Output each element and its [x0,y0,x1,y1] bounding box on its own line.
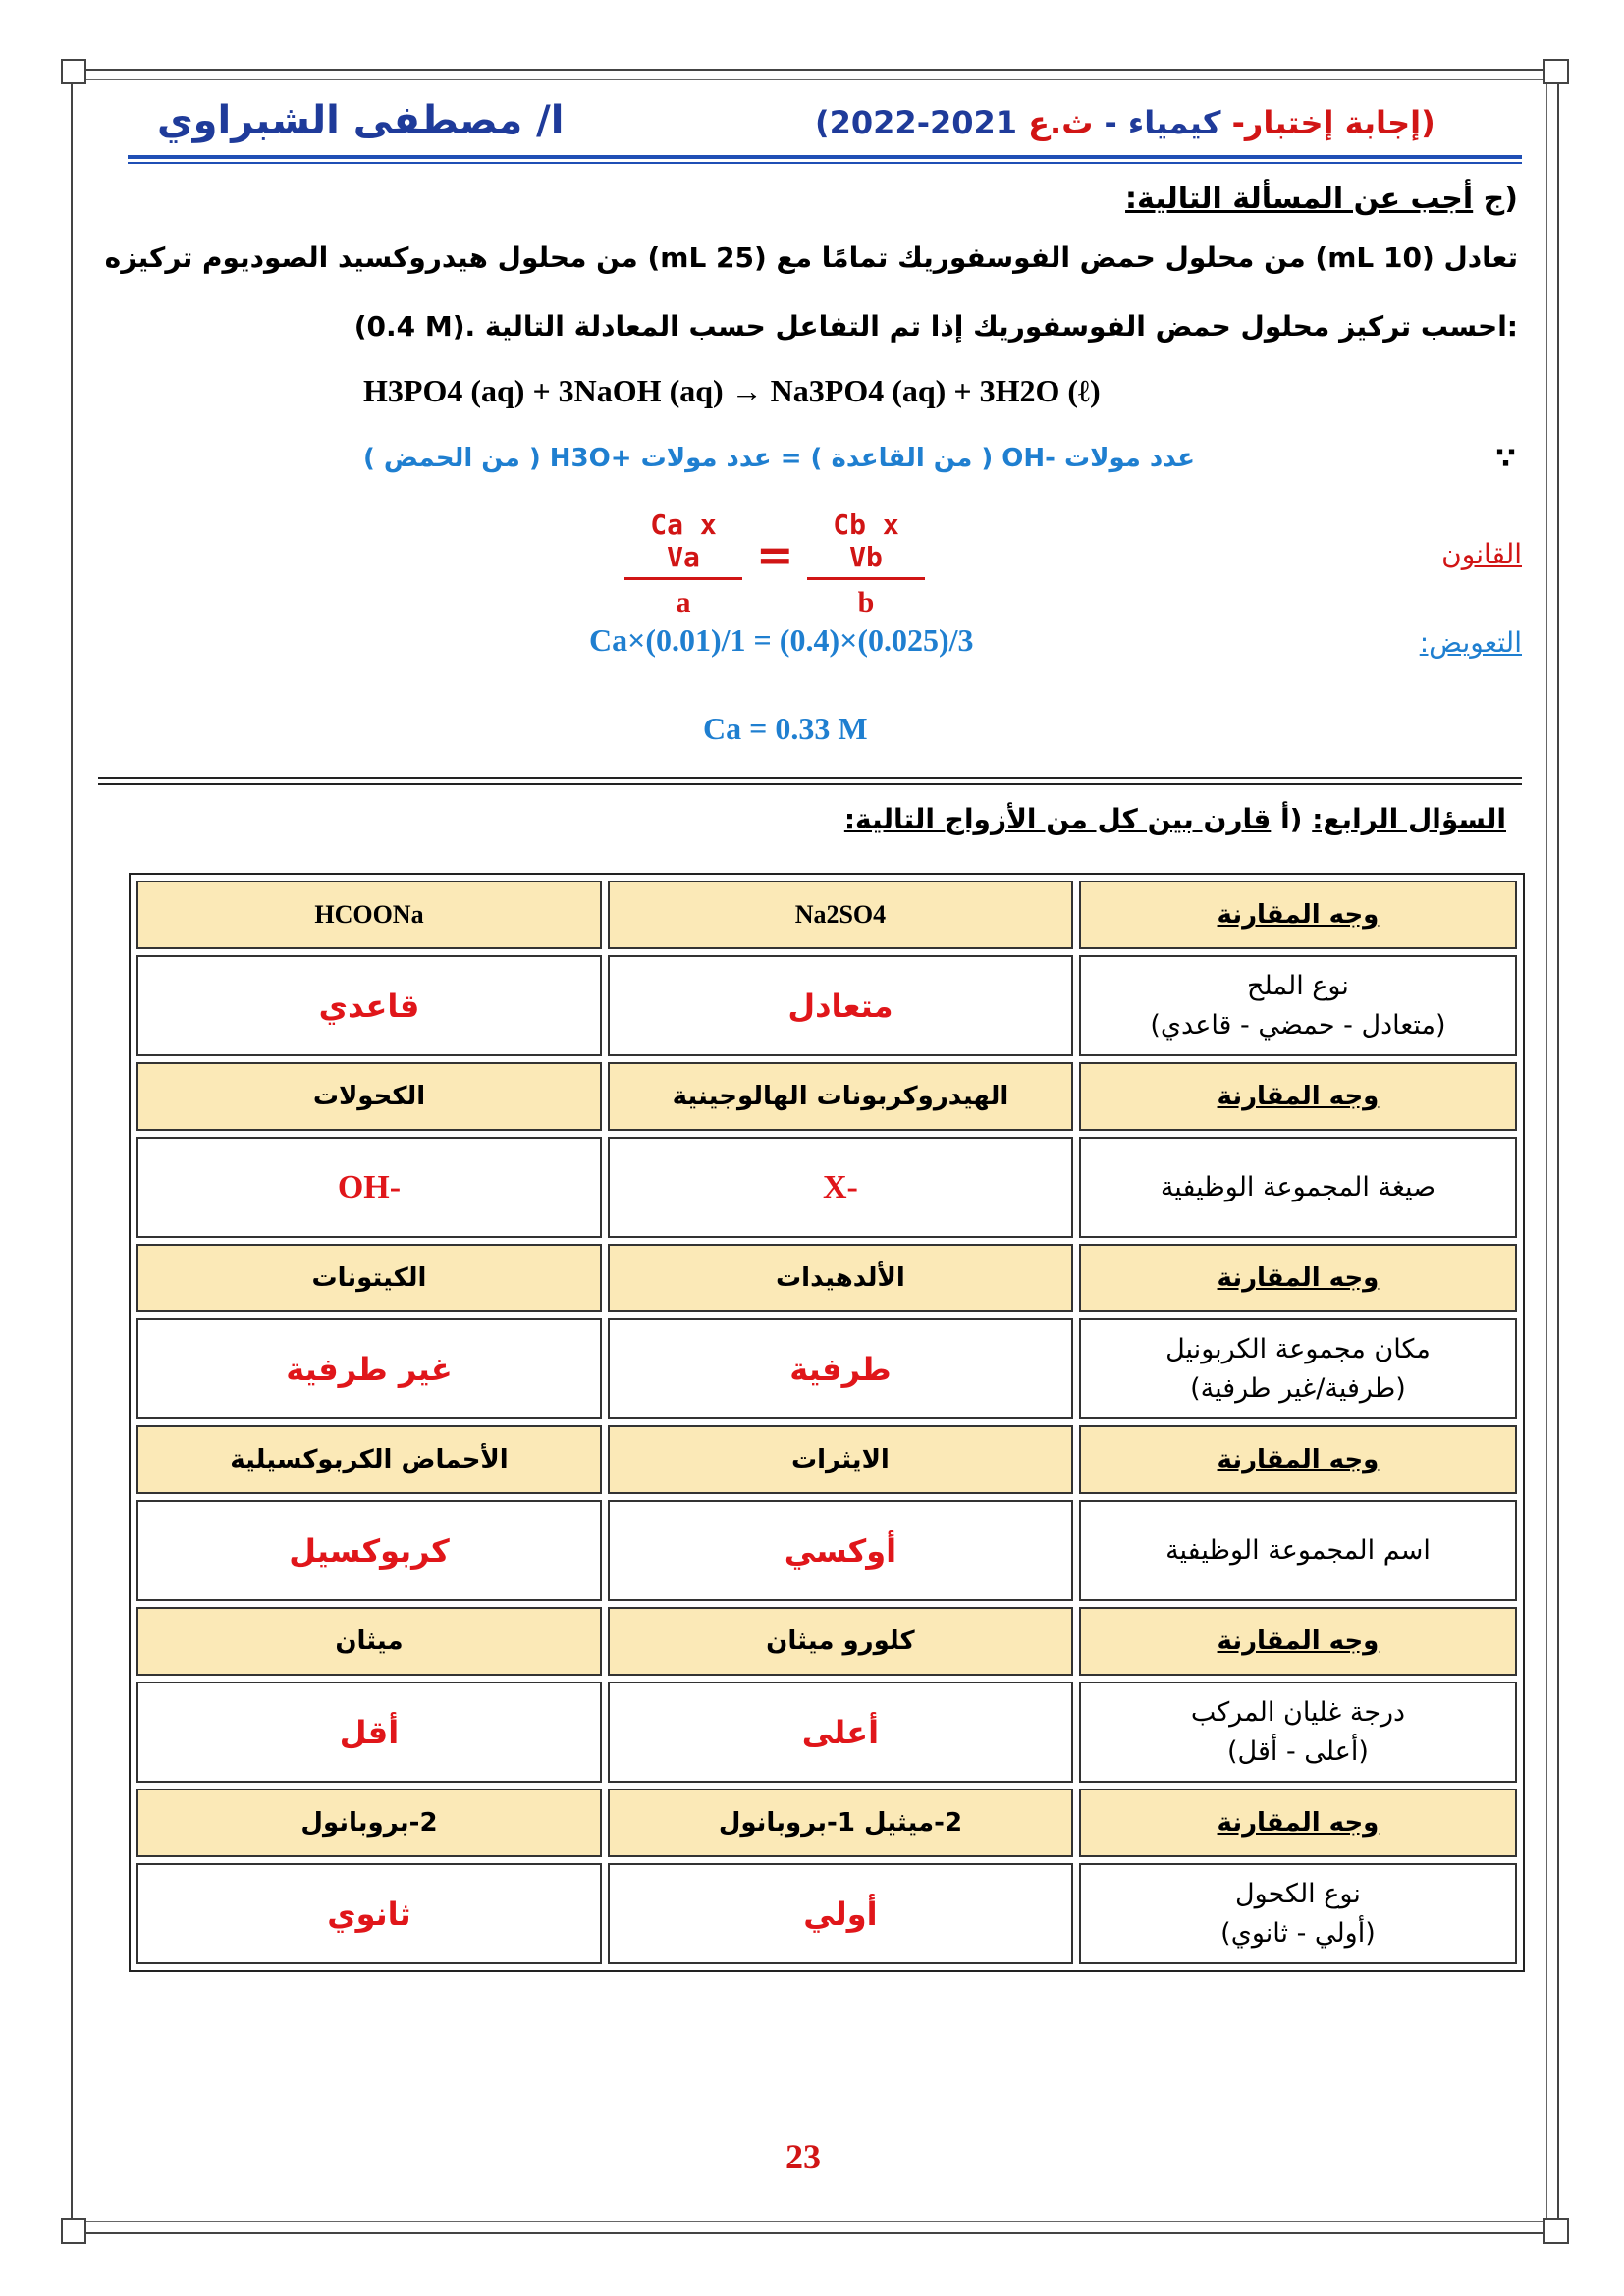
corner-ornament [1543,2218,1569,2244]
comparison-value-row [136,1318,1517,1419]
comparison-value-row [136,955,1517,1056]
law-label: القانون [1441,538,1522,570]
section-divider [98,777,1522,779]
criterion: درجة غليان المركب (أعلى - أقل) [1079,1682,1517,1783]
page-number: 23 [785,2137,821,2176]
compare-item-b: الكحولات [136,1062,602,1131]
answer-a: طرفية [608,1318,1073,1419]
answer-a: أولي [608,1863,1073,1964]
comparison-header-row [136,1789,1517,1857]
compare-item-a: الهيدروكربونات الهالوجينية [608,1062,1073,1131]
compare-item-b: HCOONa [136,881,602,949]
question-c-line-1: تعادل (10 mL) من محلول حمض الفوسفوريك تمامًا مع (25 mL) من محلول هيدروكسيد الصوديوم تركيزه [104,241,1518,274]
answer-a: أعلى [608,1682,1073,1783]
comparison-value-row [136,1682,1517,1783]
compare-item-b: الأحماض الكربوكسيلية [136,1425,602,1494]
compare-item-a: الايثرات [608,1425,1073,1494]
substitution-label: التعويض: [1419,626,1522,659]
answer-b: ثانوي [136,1863,602,1964]
compare-item-a: Na2SO4 [608,881,1073,949]
comparison-value-row [136,1863,1517,1964]
answer-b: قاعدي [136,955,602,1056]
reaction-equation: H3PO4 (aq) + 3NaOH (aq) → Na3PO4 (aq) + 3H2O (ℓ) [363,373,1101,408]
comparison-header-row [136,1062,1517,1131]
answer-a: متعادل [608,955,1073,1056]
header-rule [128,155,1522,159]
comparison-value-row [136,1137,1517,1238]
comparison-header-row [136,1244,1517,1312]
answer-b: غير طرفية [136,1318,602,1419]
fraction-base [807,508,925,619]
author-name: ا/ مصطفى الشبراوي [157,98,565,143]
criterion: صيغة المجموعة الوظيفية [1079,1137,1517,1238]
question-c-heading: (ج أجب عن المسألة التالية: [1125,182,1518,216]
criterion-header: وجه المقارنة [1079,1425,1517,1494]
answer-b: أقل [136,1682,602,1783]
fraction-equals: = [756,528,794,581]
fraction-acid-denominator: a [676,586,691,618]
answer-a: أوكسي [608,1500,1073,1601]
comparison-header-row [136,881,1517,949]
comparison-header-row [136,1425,1517,1494]
compare-item-b: الكيتونات [136,1244,602,1312]
criterion-header: وجه المقارنة [1079,1244,1517,1312]
compare-item-b: ميثان [136,1607,602,1676]
compare-item-a: 2-ميثيل 1-بروبانول [608,1789,1073,1857]
corner-ornament [1543,59,1569,84]
header-rule-thin [128,162,1522,164]
compare-item-a: الألدهيدات [608,1244,1073,1312]
criterion-header: وجه المقارنة [1079,1607,1517,1676]
question-4-title: قارن بين كل من الأزواج التالية: [843,803,1272,835]
page-header [128,90,1502,149]
criterion-header: وجه المقارنة [1079,1789,1517,1857]
criterion-header: وجه المقارنة [1079,1062,1517,1131]
fraction-acid-numerator: Ca x Va [624,508,742,580]
comparison-header-row [136,1607,1517,1676]
criterion: مكان مجموعة الكربونيل (طرفية/غير طرفية) [1079,1318,1517,1419]
question-c-title: أجب عن المسألة التالية: [1125,182,1474,216]
exam-title: (إجابة إختبار- كيمياء - ث.ع 2021-2022) [815,104,1435,141]
comparison-table [129,873,1525,1972]
compare-item-b: 2-بروبانول [136,1789,602,1857]
comparison-value-row [136,1500,1517,1601]
substitution-equation: Ca×(0.01)/1 = (0.4)×(0.025)/3 [589,622,974,658]
question-c-line-2: (0.4 M). احسب تركيز محلول حمض الفوسفوريك إذا تم التفاعل حسب المعادلة التالية: [353,310,1518,343]
criterion: نوع الكحول (أولي - ثانوي) [1079,1863,1517,1964]
fraction-acid [624,508,742,619]
result: Ca = 0.33 M [703,711,868,746]
corner-ornament [61,59,86,84]
question-4-label: السؤال الرابع: [1312,803,1506,835]
moles-statement: عدد مولات -OH ( من القاعدة ) = عدد مولات +H3O ( من الحمض ) [363,444,1196,473]
question-4-heading: السؤال الرابع: (أ قارن بين كل من الأزواج التالية: [843,803,1506,835]
since-symbol: ∵ [1495,442,1516,476]
section-divider-2 [98,783,1522,785]
fraction-base-denominator: b [857,586,875,618]
fraction-base-numerator: Cb x Vb [807,508,925,580]
compare-item-a: كلورو ميثان [608,1607,1073,1676]
criterion-header: وجه المقارنة [1079,881,1517,949]
criterion: نوع الملح (متعادل - حمضي - قاعدي) [1079,955,1517,1056]
corner-ornament [61,2218,86,2244]
answer-a: -X [608,1137,1073,1238]
answer-b: -OH [136,1137,602,1238]
criterion: اسم المجموعة الوظيفية [1079,1500,1517,1601]
answer-b: كربوكسيل [136,1500,602,1601]
